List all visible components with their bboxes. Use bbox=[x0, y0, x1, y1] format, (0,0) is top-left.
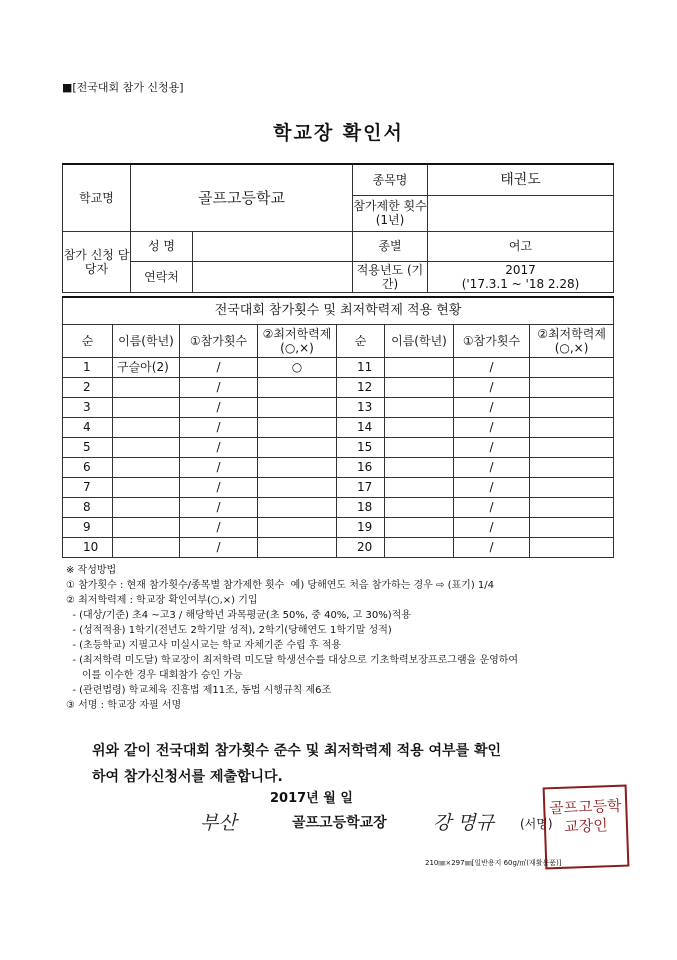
sport-label: 종목명 bbox=[353, 164, 428, 195]
row-count: / bbox=[454, 397, 530, 417]
instruction-line: - (대상/기준) 초4 ~고3 / 해당학년 과목평균(초 50%, 중 40%, 고 30%)적용 bbox=[66, 610, 411, 621]
row-count: / bbox=[180, 537, 258, 557]
region-handwritten-signature: 부산 bbox=[200, 812, 237, 834]
instruction-line: ③ 서명 : 학교장 자필 서명 bbox=[66, 700, 182, 711]
info-table bbox=[62, 163, 614, 293]
gender-value: 여고 bbox=[428, 231, 614, 261]
table-row bbox=[63, 357, 614, 377]
table-row bbox=[63, 457, 614, 477]
principal-title: 골프고등학교장 bbox=[292, 815, 387, 831]
school-name-value: 골프고등학교 bbox=[131, 164, 353, 231]
row-min bbox=[258, 457, 337, 477]
row-name bbox=[113, 397, 180, 417]
row-min bbox=[530, 497, 614, 517]
writing-instructions bbox=[66, 563, 518, 713]
paper-spec: 210㎜×297㎜[일반용지 60g/㎡(재활용품)] bbox=[425, 859, 562, 867]
row-name bbox=[113, 477, 180, 497]
row-min bbox=[258, 417, 337, 437]
participation-limit-value bbox=[428, 195, 614, 231]
row-count: / bbox=[454, 357, 530, 377]
row-name bbox=[385, 477, 454, 497]
row-name: 구슬아(2) bbox=[113, 357, 180, 377]
table-row bbox=[63, 477, 614, 497]
row-min bbox=[530, 417, 614, 437]
table-row bbox=[63, 417, 614, 437]
row-min bbox=[530, 537, 614, 557]
closing-statement bbox=[92, 738, 612, 790]
row-no: 11 bbox=[337, 357, 385, 377]
row-min bbox=[258, 377, 337, 397]
principal-handwritten-signature: 강 명규 bbox=[433, 812, 495, 834]
row-name bbox=[385, 377, 454, 397]
row-count: / bbox=[180, 357, 258, 377]
col-name-header: 이름(학년) bbox=[385, 324, 454, 357]
row-name bbox=[385, 537, 454, 557]
official-seal-stamp bbox=[543, 785, 630, 870]
page-title: 학교장 확인서 bbox=[273, 122, 404, 144]
applicable-period-value: ('17.3.1 ~ '18 2.28) bbox=[461, 276, 580, 291]
row-no: 12 bbox=[337, 377, 385, 397]
row-count: / bbox=[180, 517, 258, 537]
row-min bbox=[530, 377, 614, 397]
row-count: / bbox=[180, 417, 258, 437]
row-no: 2 bbox=[63, 377, 113, 397]
applicable-year-label: 적용년도 (기간) bbox=[353, 261, 428, 292]
row-count: / bbox=[454, 517, 530, 537]
sport-value: 태권도 bbox=[428, 164, 614, 195]
row-count: / bbox=[454, 377, 530, 397]
row-no: 5 bbox=[63, 437, 113, 457]
row-no: 4 bbox=[63, 417, 113, 437]
row-name bbox=[385, 517, 454, 537]
manager-name-value bbox=[193, 231, 353, 261]
row-no: 3 bbox=[63, 397, 113, 417]
row-name bbox=[113, 377, 180, 397]
row-name bbox=[385, 397, 454, 417]
status-heading: 전국대회 참가횟수 및 최저학력제 적용 현황 bbox=[63, 297, 614, 324]
row-min bbox=[258, 437, 337, 457]
row-min bbox=[530, 437, 614, 457]
manager-contact-label: 연락처 bbox=[131, 261, 193, 292]
row-no: 16 bbox=[337, 457, 385, 477]
form-type-tag: ■[전국대회 참가 신청용] bbox=[62, 81, 184, 94]
row-no: 1 bbox=[63, 357, 113, 377]
table-row bbox=[63, 517, 614, 537]
row-no: 13 bbox=[337, 397, 385, 417]
manager-contact-value bbox=[193, 261, 353, 292]
applicable-year-value: 2017 bbox=[505, 262, 536, 277]
table-row bbox=[63, 397, 614, 417]
applicant-manager-label: 참가 신청 담당자 bbox=[63, 231, 131, 292]
instruction-line: - (관련법령) 학교체육 진흥법 제11조, 동법 시행규칙 제6조 bbox=[66, 685, 332, 696]
row-name bbox=[113, 537, 180, 557]
row-count: / bbox=[454, 497, 530, 517]
table-row bbox=[63, 497, 614, 517]
row-count: / bbox=[180, 497, 258, 517]
row-name bbox=[113, 517, 180, 537]
row-min bbox=[530, 397, 614, 417]
table-row bbox=[63, 377, 614, 397]
row-name bbox=[113, 457, 180, 477]
col-min-header: ②최저학력제 (○,×) bbox=[530, 324, 614, 357]
row-name bbox=[113, 417, 180, 437]
status-rows bbox=[63, 357, 614, 557]
row-count: / bbox=[454, 477, 530, 497]
col-no-header: 순 bbox=[337, 324, 385, 357]
row-no: 7 bbox=[63, 477, 113, 497]
instruction-line: ※ 작성방법 bbox=[66, 565, 117, 576]
row-no: 9 bbox=[63, 517, 113, 537]
applicable-year-cell bbox=[428, 261, 614, 292]
col-count-header: ①참가횟수 bbox=[454, 324, 530, 357]
closing-line-1: 위와 같이 전국대회 참가횟수 준수 및 최저학력제 적용 여부를 확인 bbox=[92, 743, 502, 759]
row-min bbox=[258, 537, 337, 557]
instruction-line: ① 참가횟수 : 현재 참가횟수/종목별 참가제한 횟수 예) 당해연도 처음 참가하는 경우 ⇨ (표기) 1/4 bbox=[66, 580, 495, 591]
row-no: 10 bbox=[63, 537, 113, 557]
row-name bbox=[385, 437, 454, 457]
row-count: / bbox=[180, 457, 258, 477]
row-min bbox=[258, 397, 337, 417]
row-min: ○ bbox=[258, 357, 337, 377]
row-min bbox=[530, 477, 614, 497]
row-name bbox=[385, 497, 454, 517]
row-name bbox=[385, 357, 454, 377]
row-no: 15 bbox=[337, 437, 385, 457]
row-count: / bbox=[454, 417, 530, 437]
row-min bbox=[258, 517, 337, 537]
row-no: 18 bbox=[337, 497, 385, 517]
row-no: 19 bbox=[337, 517, 385, 537]
school-name-label: 학교명 bbox=[63, 164, 131, 231]
row-no: 6 bbox=[63, 457, 113, 477]
row-no: 14 bbox=[337, 417, 385, 437]
instruction-line: - (성적적용) 1학기(전년도 2학기말 성적), 2학기(당해연도 1학기말 성적) bbox=[66, 625, 392, 636]
col-name-header: 이름(학년) bbox=[113, 324, 180, 357]
table-row bbox=[63, 537, 614, 557]
row-min bbox=[530, 517, 614, 537]
row-count: / bbox=[454, 437, 530, 457]
gender-label: 종별 bbox=[353, 231, 428, 261]
row-name bbox=[113, 437, 180, 457]
participation-limit-label: 참가제한 횟수(1년) bbox=[353, 195, 428, 231]
row-count: / bbox=[180, 377, 258, 397]
row-name bbox=[385, 457, 454, 477]
row-count: / bbox=[454, 537, 530, 557]
row-name bbox=[113, 497, 180, 517]
row-min bbox=[530, 357, 614, 377]
instruction-line: ② 최저학력제 : 학교장 확인여부(○,×) 기입 bbox=[66, 595, 258, 606]
date-line: 2017년 월 일 bbox=[270, 791, 353, 806]
row-count: / bbox=[180, 437, 258, 457]
col-min-header: ②최저학력제 (○,×) bbox=[258, 324, 337, 357]
row-count: / bbox=[180, 477, 258, 497]
row-no: 8 bbox=[63, 497, 113, 517]
instruction-line: - (최저학력 미도달) 학교장이 최저학력 미도달 학생선수를 대상으로 기초학력보장프로그램을 운영하여 bbox=[66, 655, 519, 666]
manager-name-label: 성 명 bbox=[131, 231, 193, 261]
row-name bbox=[385, 417, 454, 437]
table-row bbox=[63, 437, 614, 457]
seal-text: 골프고등학교장인 bbox=[548, 796, 622, 836]
row-min bbox=[258, 477, 337, 497]
instruction-line: 이를 이수한 경우 대회참가 승인 가능 bbox=[66, 670, 243, 681]
row-count: / bbox=[454, 457, 530, 477]
row-no: 17 bbox=[337, 477, 385, 497]
col-no-header: 순 bbox=[63, 324, 113, 357]
closing-line-2: 하여 참가신청서를 제출합니다. bbox=[92, 769, 283, 785]
row-min bbox=[258, 497, 337, 517]
row-count: / bbox=[180, 397, 258, 417]
signature-suffix: (서명) bbox=[520, 817, 553, 831]
col-count-header: ①참가횟수 bbox=[180, 324, 258, 357]
row-no: 20 bbox=[337, 537, 385, 557]
row-min bbox=[530, 457, 614, 477]
status-table bbox=[62, 296, 614, 558]
instruction-line: - (초등학교) 지필고사 미실시교는 학교 자체기준 수립 후 적용 bbox=[66, 640, 342, 651]
